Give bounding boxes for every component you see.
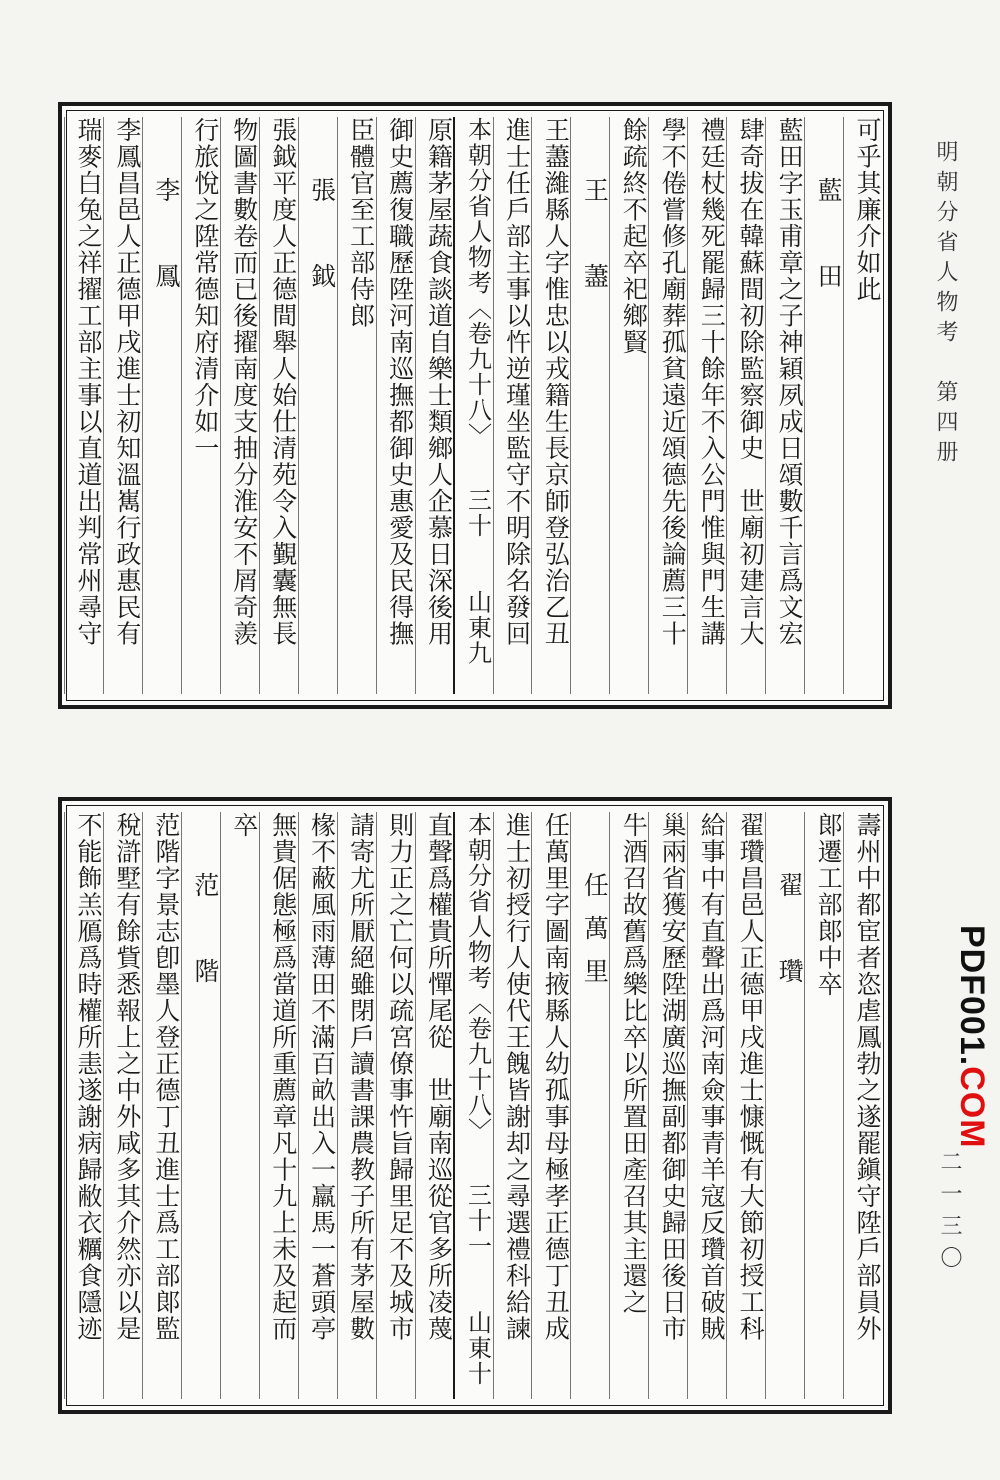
text-column: 郞遷工部郞中卒: [804, 812, 844, 1399]
entry-name: 王 藎: [570, 117, 610, 694]
text-column: 范階字景志卽墨人登正德丁丑進士爲工部郞監: [142, 812, 182, 1399]
text-column: 可乎其廉介如此: [843, 117, 883, 694]
text-column: 椽不蔽風雨薄田不滿百畝出入一羸馬一蒼頭亭: [298, 812, 338, 1399]
text-column: 餘疏終不起卒祀鄉賢: [609, 117, 649, 694]
top-page: [58, 102, 892, 709]
text-column: 禮廷杖幾死罷歸三十餘年不入公門惟與門生講: [687, 117, 727, 694]
text-column: 壽州中都宦者恣虐鳳勃之遂罷鎭守陞戶部員外: [843, 812, 883, 1399]
text-column: 學不倦嘗修孔廟葬孤貧遠近頌德先後論薦三十: [648, 117, 688, 694]
text-column: 無貴倨態極爲當道所重薦章凡十九上未及起而: [259, 812, 299, 1399]
text-column: 瑞麥白兔之祥擢工部主事以直道出判常州尋守: [64, 117, 104, 694]
top-page-frame: [66, 110, 884, 701]
entry-name: 翟 瓚: [765, 812, 805, 1399]
fold-center-title: 本朝分省人物考〈卷九十八〉 三十一 山東十: [453, 812, 494, 1399]
text-column: 進士任戶部主事以忤逆瑾坐監守不明除名發回: [493, 117, 533, 694]
page-number: 二一三〇: [937, 1150, 962, 1278]
entry-name: 張 鉞: [298, 117, 338, 694]
entry-name: 李 鳳: [142, 117, 182, 694]
bottom-page-frame: [66, 805, 884, 1406]
text-column: 御史薦復職歷陞河南巡撫都御史惠愛及民得撫: [376, 117, 416, 694]
text-column: 卒: [220, 812, 260, 1399]
text-column: 臣體官至工部侍郎: [337, 117, 377, 694]
text-column: 巢兩省獲安歷陞湖廣巡撫副都御史歸田後日市: [648, 812, 688, 1399]
text-column: 請寄尤所厭絕雖閉戶讀書課農教子所有茅屋數: [337, 812, 377, 1399]
text-column: 給事中有直聲出爲河南僉事青羊寇反瓚首破賊: [687, 812, 727, 1399]
text-column: 直聲爲權貴所憚尾從 世廟南巡從官多所凌蔑: [415, 812, 455, 1399]
fold-center-title: 本朝分省人物考〈卷九十八〉 三十 山東九: [453, 117, 494, 694]
text-column: 王藎濰縣人字惟忠以戎籍生長京師登弘治乙丑: [531, 117, 571, 694]
watermark: PDF001.COM: [953, 925, 991, 1149]
text-column: 翟瓚昌邑人正德甲戌進士慷慨有大節初授工科: [726, 812, 766, 1399]
text-column: 原籍茅屋蔬食談道自樂士類鄉人企慕日深後用: [415, 117, 455, 694]
bottom-page: [58, 797, 892, 1414]
text-column: 肆奇拔在韓蘇間初除監察御史 世廟初建言大: [726, 117, 766, 694]
entry-name: 藍 田: [804, 117, 844, 694]
text-column: 行旅悅之陞常德知府清介如一: [181, 117, 221, 694]
text-column: 不能飾羔鴈爲時權所恚遂謝病歸敝衣糲食隱迹: [64, 812, 104, 1399]
book-title: 明朝分省人物考 第四册: [933, 140, 958, 470]
text-column: 李鳳昌邑人正德甲戌進士初知溫嶲行政惠民有: [103, 117, 143, 694]
text-column: 則力正之亡何以疏宮僚事忤旨歸里足不及城市: [376, 812, 416, 1399]
text-column: 任萬里字圖南掖縣人幼孤事母極孝正德丁丑成: [531, 812, 571, 1399]
entry-name: 任萬里: [570, 812, 610, 1399]
text-column: 張鉞平度人正德間舉人始仕清苑令入覲囊無長: [259, 117, 299, 694]
text-column: 物圖書數卷而已後擢南度支抽分淮安不屑奇羨: [220, 117, 260, 694]
text-column: 稅滸墅有餘貲悉報上之中外咸多其介然亦以是: [103, 812, 143, 1399]
entry-name: 范 階: [181, 812, 221, 1399]
text-column: 牛酒召故舊爲樂比卒以所置田產召其主還之: [609, 812, 649, 1399]
text-column: 進士初授行人使代王餽皆謝却之尋選禮科給諫: [493, 812, 533, 1399]
text-column: 藍田字玉甫章之子神穎夙成日頌數千言爲文宏: [765, 117, 805, 694]
